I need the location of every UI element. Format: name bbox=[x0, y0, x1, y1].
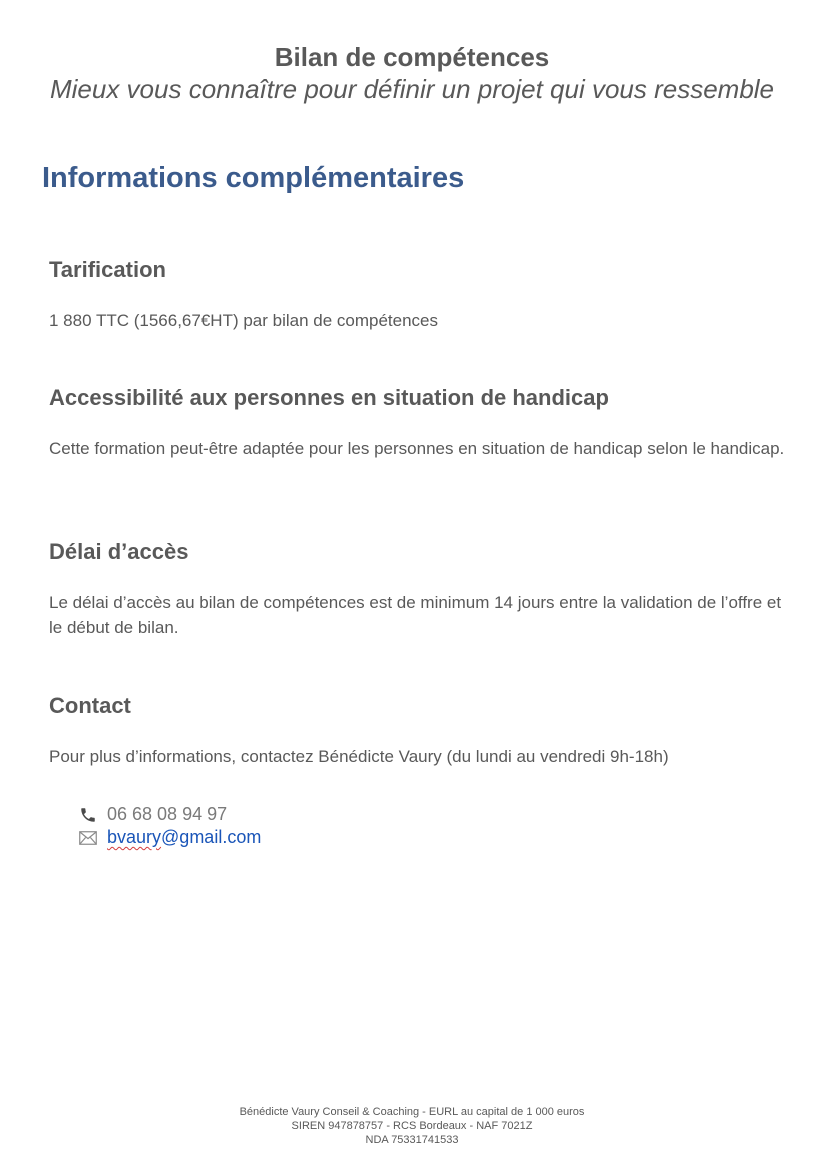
email-row bbox=[78, 826, 261, 849]
pricing-text: 1 880 TTC (1566,67€HT) par bilan de compétences bbox=[49, 311, 439, 330]
footer-line-nda: NDA 75331741533 bbox=[365, 1134, 459, 1146]
contact-list bbox=[78, 803, 261, 849]
access-delay-text: Le délai d’accès au bilan de compétences est de minimum 14 jours entre la validation de l’offre et le début de bilan. bbox=[49, 593, 782, 637]
footer-line-company: Bénédicte Vaury Conseil & Coaching - EURL au capital de 1 000 euros bbox=[239, 1106, 585, 1118]
pricing-section bbox=[49, 256, 789, 333]
document-subtitle: Mieux vous connaître pour définir un projet qui vous ressemble bbox=[49, 74, 775, 104]
phone-row bbox=[78, 803, 261, 826]
section-heading: Informations complémentaires bbox=[42, 162, 465, 194]
access-delay-section bbox=[49, 538, 789, 640]
accessibility-text: Cette formation peut-être adaptée pour les personnes en situation de handicap selon le handicap. bbox=[49, 439, 785, 458]
email-link[interactable] bbox=[107, 827, 261, 848]
footer-line-siren: SIREN 947878757 - RCS Bordeaux - NAF 7021Z bbox=[291, 1120, 533, 1132]
document-title: Bilan de compétences bbox=[274, 42, 550, 72]
accessibility-title: Accessibilité aux personnes en situation de handicap bbox=[49, 385, 609, 410]
email-user: bvaury bbox=[107, 827, 162, 847]
email-domain: @gmail.com bbox=[161, 827, 262, 847]
access-delay-title: Délai d’accès bbox=[49, 539, 189, 564]
accessibility-section bbox=[49, 384, 789, 461]
phone-number[interactable]: 06 68 08 94 97 bbox=[107, 804, 228, 824]
contact-section bbox=[49, 692, 789, 769]
envelope-icon bbox=[78, 831, 98, 845]
contact-title: Contact bbox=[49, 693, 131, 718]
phone-icon bbox=[78, 806, 98, 824]
contact-text: Pour plus d’informations, contactez Bénédicte Vaury (du lundi au vendredi 9h-18h) bbox=[49, 747, 669, 766]
document-footer bbox=[0, 1105, 824, 1147]
document-header bbox=[0, 40, 824, 104]
pricing-title: Tarification bbox=[49, 257, 166, 282]
